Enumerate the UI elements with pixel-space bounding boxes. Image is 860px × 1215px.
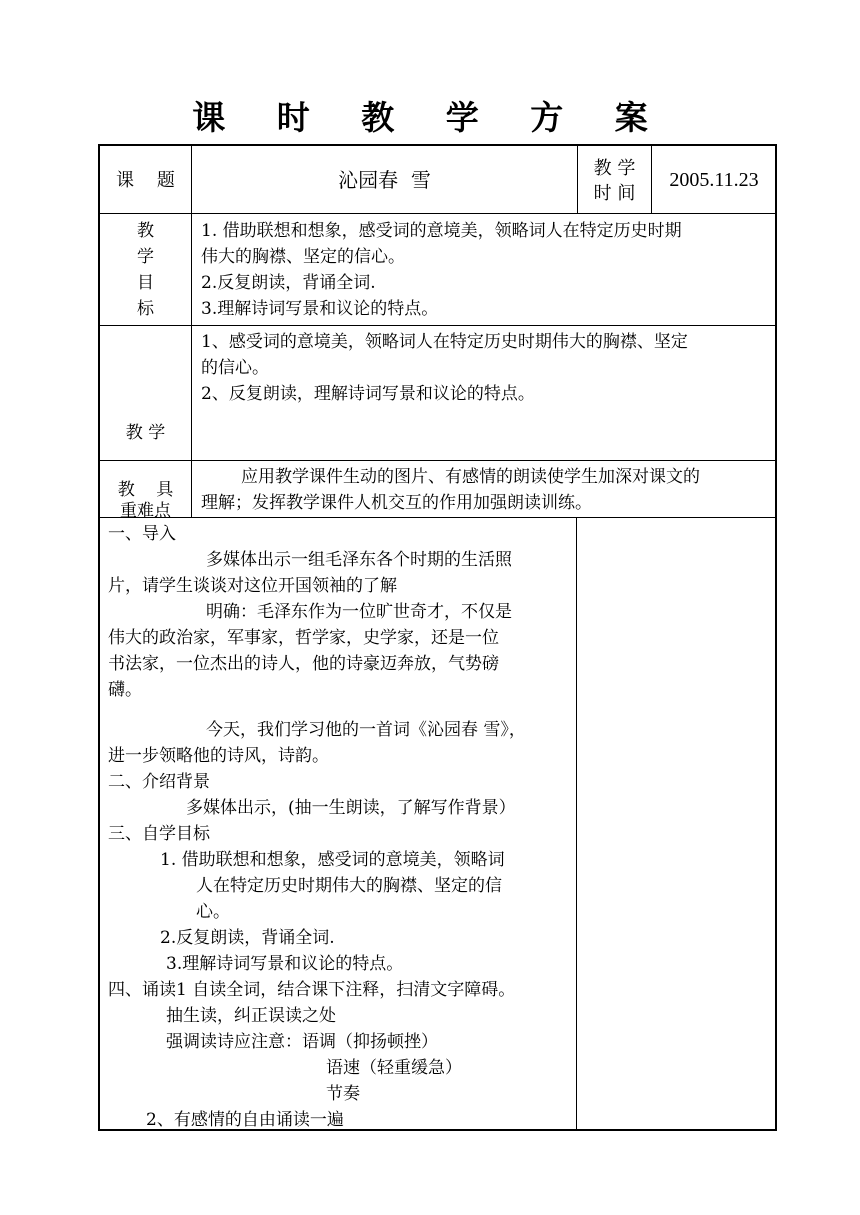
row-divider	[99, 460, 776, 461]
date-value: 2005.11.23	[669, 169, 759, 191]
row-divider	[99, 213, 776, 214]
page-title: 课 时 教 学 方 案	[192, 98, 668, 137]
process-line: 今天，我们学习他的一首词《沁园春 雪》，	[206, 720, 526, 740]
goals-content: 1. 借助联想和想象，感受词的意境美，领略词人在特定历史时期 伟大的胸襟、坚定的信心。 2.反复朗读，背诵全词. 3.理解诗词写景和议论的特点。	[201, 221, 682, 319]
process-line: 2.反复朗读，背诵全词.	[160, 928, 335, 948]
topic-value: 沁园春 雪	[338, 168, 431, 192]
process-line: 二、介绍背景	[108, 772, 210, 792]
process-line: 三、自学目标	[108, 824, 210, 844]
process-line: 语速（轻重缓急）	[326, 1058, 462, 1078]
time-label-line1: 教 学	[593, 158, 636, 179]
time-label-line2: 时 间	[593, 183, 636, 204]
process-line: 明确：毛泽东作为一位旷世奇才，不仅是	[206, 602, 512, 622]
process-line: 一、导入	[108, 524, 176, 544]
process-line: 心。	[196, 902, 230, 922]
process-line: 四、诵读1 自读全词，结合课下注释，扫清文字障碍。	[108, 980, 516, 1000]
process-line: 礴。	[108, 680, 142, 700]
process-line: 多媒体出示一组毛泽东各个时期的生活照	[206, 550, 512, 570]
process-line: 书法家，一位杰出的诗人，他的诗豪迈奔放，气势磅	[108, 654, 499, 674]
process-line: 人在特定历史时期伟大的胸襟、坚定的信	[196, 876, 502, 896]
row-divider	[99, 325, 776, 326]
process-line: 节奏	[326, 1084, 360, 1104]
keypoints-label: 教 学 重难点	[120, 423, 171, 521]
process-line: 1. 借助联想和想象，感受词的意境美，领略词	[160, 850, 505, 870]
process-line: 2、有感情的自由诵读一遍	[146, 1110, 344, 1130]
tools-label: 教 具	[117, 480, 174, 500]
process-line: 伟大的政治家，军事家，哲学家，史学家，还是一位	[108, 628, 499, 648]
process-line: 多媒体出示，(抽一生朗读，了解写作背景）	[186, 798, 516, 818]
col-divider	[576, 517, 577, 1130]
process-line: 进一步领略他的诗风，诗韵。	[108, 746, 329, 766]
goals-label: 教 学 目 标	[137, 221, 154, 319]
process-line: 抽生读，纠正误读之处	[166, 1006, 336, 1026]
process-line: 强调读诗应注意：语调（抑扬顿挫）	[166, 1032, 438, 1052]
tools-content: 应用教学课件生动的图片、有感情的朗读使学生加深对课文的 理解；发挥教学课件人机交互的作用加强朗读训练。	[201, 467, 700, 513]
process-content	[108, 521, 574, 1133]
keypoints-content: 1、感受词的意境美，领略词人在特定历史时期伟大的胸襟、坚定 的信心。 2、反复朗读，理解诗词写景和议论的特点。	[201, 332, 688, 404]
topic-label: 课 题	[116, 170, 175, 191]
process-line: 3.理解诗词写景和议论的特点。	[166, 954, 404, 974]
process-line: 片，请学生谈谈对这位开国领袖的了解	[108, 576, 397, 596]
notes-column	[578, 518, 775, 1129]
col-divider	[191, 145, 192, 517]
